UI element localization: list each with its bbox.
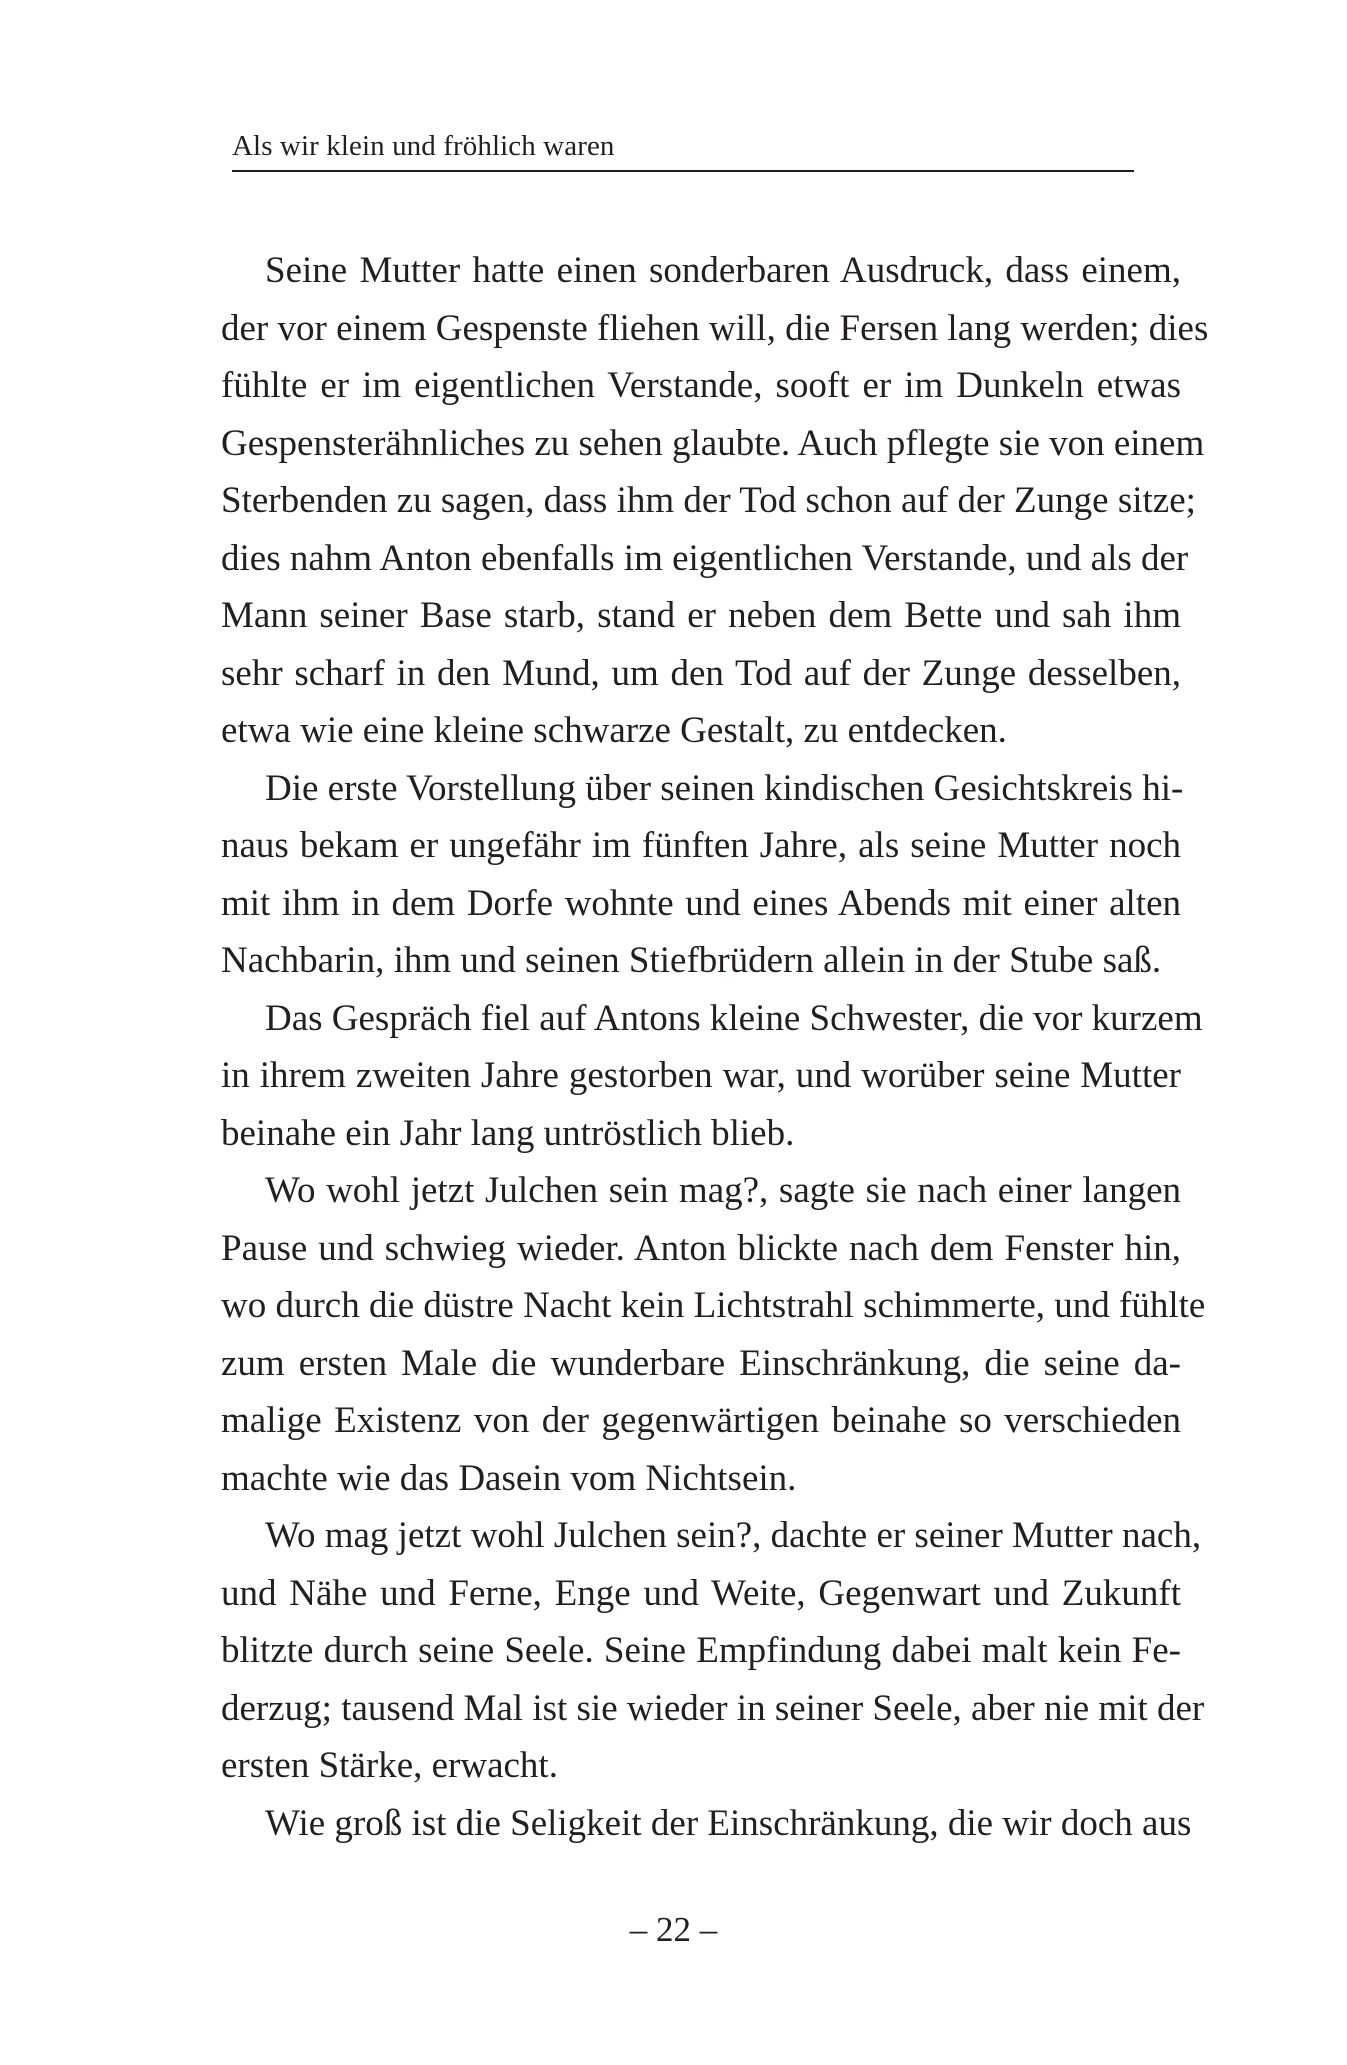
text-line: der vor einem Gespenste fliehen will, die Fersen lang werden; dies bbox=[221, 307, 1209, 349]
text-line: Wo wohl jetzt Julchen sein mag?, sagte sie nach einer langen bbox=[265, 1170, 1181, 1211]
text-line: sehr scharf in den Mund, um den Tod auf der Zunge desselben, bbox=[221, 652, 1181, 694]
text-line: Mann seiner Base starb, stand er neben dem Bette und sah ihm bbox=[221, 595, 1181, 636]
text-line: malige Existenz von der gegenwärtigen beinahe so verschieden bbox=[221, 1400, 1181, 1441]
text-line: machte wie das Dasein vom Nichtsein. bbox=[221, 1457, 797, 1499]
text-line: ersten Stärke, erwacht. bbox=[221, 1745, 558, 1786]
text-line: Sterbenden zu sagen, dass ihm der Tod schon auf der Zunge sitze; bbox=[221, 480, 1196, 521]
text-line: Gespensterähnliches zu sehen glaubte. Auch pflegte sie von einem bbox=[221, 422, 1205, 464]
text-line: zum ersten Male die wunderbare Einschränkung, die seine da- bbox=[221, 1342, 1181, 1384]
text-line: wo durch die düstre Nacht kein Lichtstrahl schimmerte, und fühlte bbox=[221, 1285, 1206, 1326]
text-line: Seine Mutter hatte einen sonderbaren Ausdruck, dass einem, bbox=[265, 250, 1181, 291]
page-number: – 22 – bbox=[629, 1910, 718, 1949]
text-line: Nachbarin, ihm und seinen Stiefbrüdern allein in der Stube saß. bbox=[221, 940, 1162, 981]
text-line: beinahe ein Jahr lang untröstlich blieb. bbox=[221, 1112, 795, 1154]
text-line: dies nahm Anton ebenfalls im eigentlichen Verstande, und als der bbox=[221, 537, 1189, 579]
text-line: derzug; tausend Mal ist sie wieder in seiner Seele, aber nie mit der bbox=[221, 1687, 1205, 1729]
text-line: naus bekam er ungefähr im fünften Jahre, als seine Mutter noch bbox=[221, 825, 1181, 866]
text-line: in ihrem zweiten Jahre gestorben war, und worüber seine Mutter bbox=[221, 1055, 1181, 1096]
body-text bbox=[221, 242, 1209, 1852]
text-line: Wo mag jetzt wohl Julchen sein?, dachte er seiner Mutter nach, bbox=[265, 1515, 1202, 1556]
text-line: Das Gespräch fiel auf Antons kleine Schwester, die vor kurzem bbox=[265, 997, 1203, 1039]
text-line: Wie groß ist die Seligkeit der Einschränkung, die wir doch aus bbox=[265, 1802, 1192, 1844]
text-line: und Nähe und Ferne, Enge und Weite, Gegenwart und Zukunft bbox=[221, 1572, 1181, 1614]
text-line: etwa wie eine kleine schwarze Gestalt, zu entdecken. bbox=[221, 710, 1007, 751]
text-line: blitzte durch seine Seele. Seine Empfindung dabei malt kein Fe- bbox=[221, 1630, 1181, 1671]
running-title: Als wir klein und fröhlich waren bbox=[232, 130, 615, 162]
text-line: Pause und schwieg wieder. Anton blickte nach dem Fenster hin, bbox=[221, 1227, 1181, 1269]
text-line: fühlte er im eigentlichen Verstande, sooft er im Dunkeln etwas bbox=[221, 365, 1181, 406]
text-line: mit ihm in dem Dorfe wohnte und eines Abends mit einer alten bbox=[221, 882, 1181, 924]
running-header bbox=[232, 128, 1134, 172]
text-line: Die erste Vorstellung über seinen kindischen Gesichtskreis hi- bbox=[265, 767, 1184, 809]
